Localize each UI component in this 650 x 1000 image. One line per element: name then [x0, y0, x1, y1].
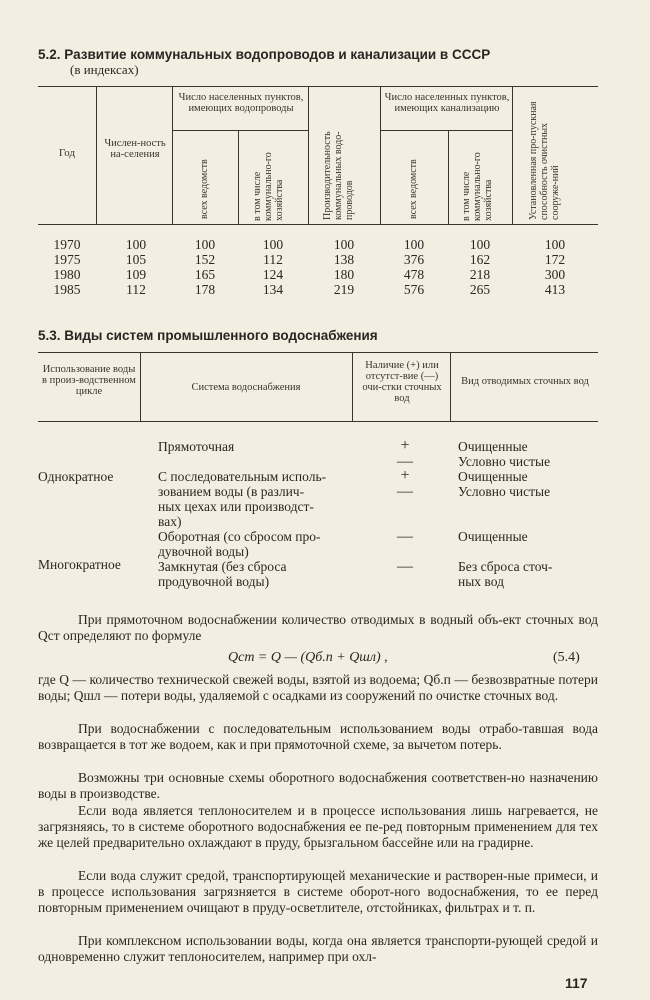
table-cell: 105 — [125, 252, 147, 267]
system-name: С последовательным исполь- — [158, 469, 327, 484]
header-water-comm: в том числе коммунально-го хозяйства — [252, 152, 285, 221]
table-cell: 413 — [544, 282, 566, 297]
table-cell: 100 — [469, 237, 491, 252]
usage-once: Однократное — [38, 469, 114, 484]
table-header-rule — [38, 421, 598, 422]
header-capacity: Установленная про-пускная способность очистных сооруже-ний — [528, 101, 561, 220]
divider — [308, 86, 309, 224]
treatment-sign: — — [397, 558, 413, 575]
table-cell: 100 — [262, 237, 284, 252]
header-treatment: Наличие (+) или отсутст-вие (—) очи-стки сточных вод — [362, 360, 442, 404]
divider — [512, 86, 513, 224]
section-5-3-title: 5.3. Виды систем промышленного водоснабжения — [38, 328, 378, 343]
system-name: Замкнутая (без сброса — [158, 559, 287, 574]
table-cell: 112 — [263, 252, 283, 267]
header-sewer-comm: в том числе коммунально-го хозяйства — [461, 152, 494, 221]
table-cell: 100 — [544, 237, 566, 252]
table-cell: 300 — [544, 267, 566, 282]
paragraph: Если вода служит средой, транспортирующей механические и растворен-ные примеси, и в процессе использования загрязняется в системе оборот-ного водоснабжения, то ее перед повторным применением очищают в пруду-осветлителе, отстойниках, фильтрах и т. п. — [38, 868, 598, 915]
divider — [172, 86, 173, 224]
table-cell: 478 — [403, 267, 425, 282]
table-header-rule — [38, 224, 598, 225]
system-name: Прямоточная — [158, 439, 235, 454]
table-cell: 124 — [262, 267, 284, 282]
wastewater-type: Очищенные — [458, 439, 528, 454]
table-top-rule — [38, 86, 598, 87]
table-cell: 152 — [194, 252, 216, 267]
header-year: Год — [58, 147, 76, 159]
header-water-group: Число населенных пунктов, имеющих водопроводы — [178, 92, 304, 114]
wastewater-type: ных вод — [458, 574, 504, 589]
header-wastewater: Вид отводимых сточных вод — [461, 376, 589, 387]
table-cell: 138 — [333, 252, 355, 267]
system-name: вах) — [158, 514, 182, 529]
year-cell: 1980 — [53, 267, 81, 282]
header-system: Система водоснабжения — [191, 382, 301, 393]
wastewater-type: Очищенные — [458, 469, 528, 484]
header-water-all: всех ведомств — [199, 159, 210, 219]
wastewater-type: Условно чистые — [458, 454, 551, 469]
formula-number: (5.4) — [553, 650, 580, 665]
wastewater-type: Очищенные — [458, 529, 528, 544]
divider — [450, 352, 451, 421]
divider — [380, 86, 381, 224]
header-sewer-all: всех ведомств — [408, 159, 419, 219]
treatment-sign: + — [400, 437, 410, 454]
system-name: продувочной воды) — [158, 574, 270, 589]
table-cell: 134 — [262, 282, 284, 297]
table-cell: 219 — [333, 282, 355, 297]
table-cell: 109 — [125, 267, 147, 282]
header-productivity: Производительность коммунальных водо-проводов — [322, 131, 355, 220]
system-name: дувочной воды) — [158, 544, 249, 559]
subheader-rule — [172, 130, 308, 131]
table-cell: 112 — [126, 282, 146, 297]
table-cell: 165 — [194, 267, 216, 282]
year-cell: 1985 — [53, 282, 81, 297]
year-cell: 1975 — [53, 252, 81, 267]
treatment-sign: — — [397, 528, 413, 545]
divider — [96, 86, 97, 224]
divider — [238, 130, 239, 224]
paragraph: Если вода является теплоносителем и в процессе использования лишь нагревается, не загрязняясь, то в системе оборотного водоснабжения ее пе-ред повторным применением для тех же целей предварительно охлаждают в пруду, брызгальном бассейне или на градирне. — [38, 803, 598, 850]
table-cell: 162 — [469, 252, 491, 267]
table-cell: 100 — [125, 237, 147, 252]
treatment-sign: — — [397, 483, 413, 500]
paragraph: При комплексном использовании воды, когда она является транспорти-рующей средой и одновременно служит теплоносителем, например при охл- — [38, 933, 598, 964]
paragraph: При прямоточном водоснабжении количество отводимых в водный объ-ект сточных вод Qст определяют по формуле — [38, 612, 598, 643]
table-cell: 100 — [194, 237, 216, 252]
treatment-sign: — — [397, 453, 413, 470]
system-name: Оборотная (со сбросом про- — [158, 529, 321, 544]
wastewater-type: Условно чистые — [458, 484, 551, 499]
usage-multi: Многократное — [38, 557, 121, 572]
divider — [352, 352, 353, 421]
section-5-2-subtitle: (в индексах) — [70, 62, 139, 77]
year-cell: 1970 — [53, 237, 81, 252]
wastewater-type: Без сброса сточ- — [458, 559, 553, 574]
system-name: зованием воды (в различ- — [158, 484, 305, 499]
table-cell: 100 — [333, 237, 355, 252]
table-cell: 172 — [544, 252, 566, 267]
paragraph: где Q — количество технической свежей воды, взятой из водоема; Qб.п — безвозвратные потери воды; Qшл — потери воды, удаляемой с осадками из сооружений по очистке сточных вод. — [38, 672, 598, 703]
paragraph: Возможны три основные схемы оборотного водоснабжения соответствен-но назначению воды в производстве. — [38, 770, 598, 801]
header-population: Числен-ность на-селения — [104, 138, 166, 160]
system-name: ных цехах или производст- — [158, 499, 314, 514]
table-cell: 576 — [403, 282, 425, 297]
header-usage: Использование воды в произ-водственном цикле — [42, 364, 136, 397]
table-cell: 218 — [469, 267, 491, 282]
paragraph: При водоснабжении с последовательным использованием воды отрабо-тавшая вода возвращается в тот же водоем, как и при прямоточной схеме, за вычетом потерь. — [38, 721, 598, 752]
table-cell: 178 — [194, 282, 216, 297]
table-cell: 265 — [469, 282, 491, 297]
formula: Qст = Q — (Qб.п + Qшл) , — [228, 650, 388, 665]
table-cell: 376 — [403, 252, 425, 267]
divider — [448, 130, 449, 224]
table-top-rule — [38, 352, 598, 353]
table-cell: 100 — [403, 237, 425, 252]
treatment-sign: + — [400, 467, 410, 484]
table-cell: 180 — [333, 267, 355, 282]
header-sewer-group: Число населенных пунктов, имеющих канализацию — [384, 92, 510, 114]
subheader-rule — [380, 130, 512, 131]
section-5-2-title: 5.2. Развитие коммунальных водопроводов и канализации в СССР — [38, 47, 491, 62]
page-number: 117 — [565, 975, 588, 991]
